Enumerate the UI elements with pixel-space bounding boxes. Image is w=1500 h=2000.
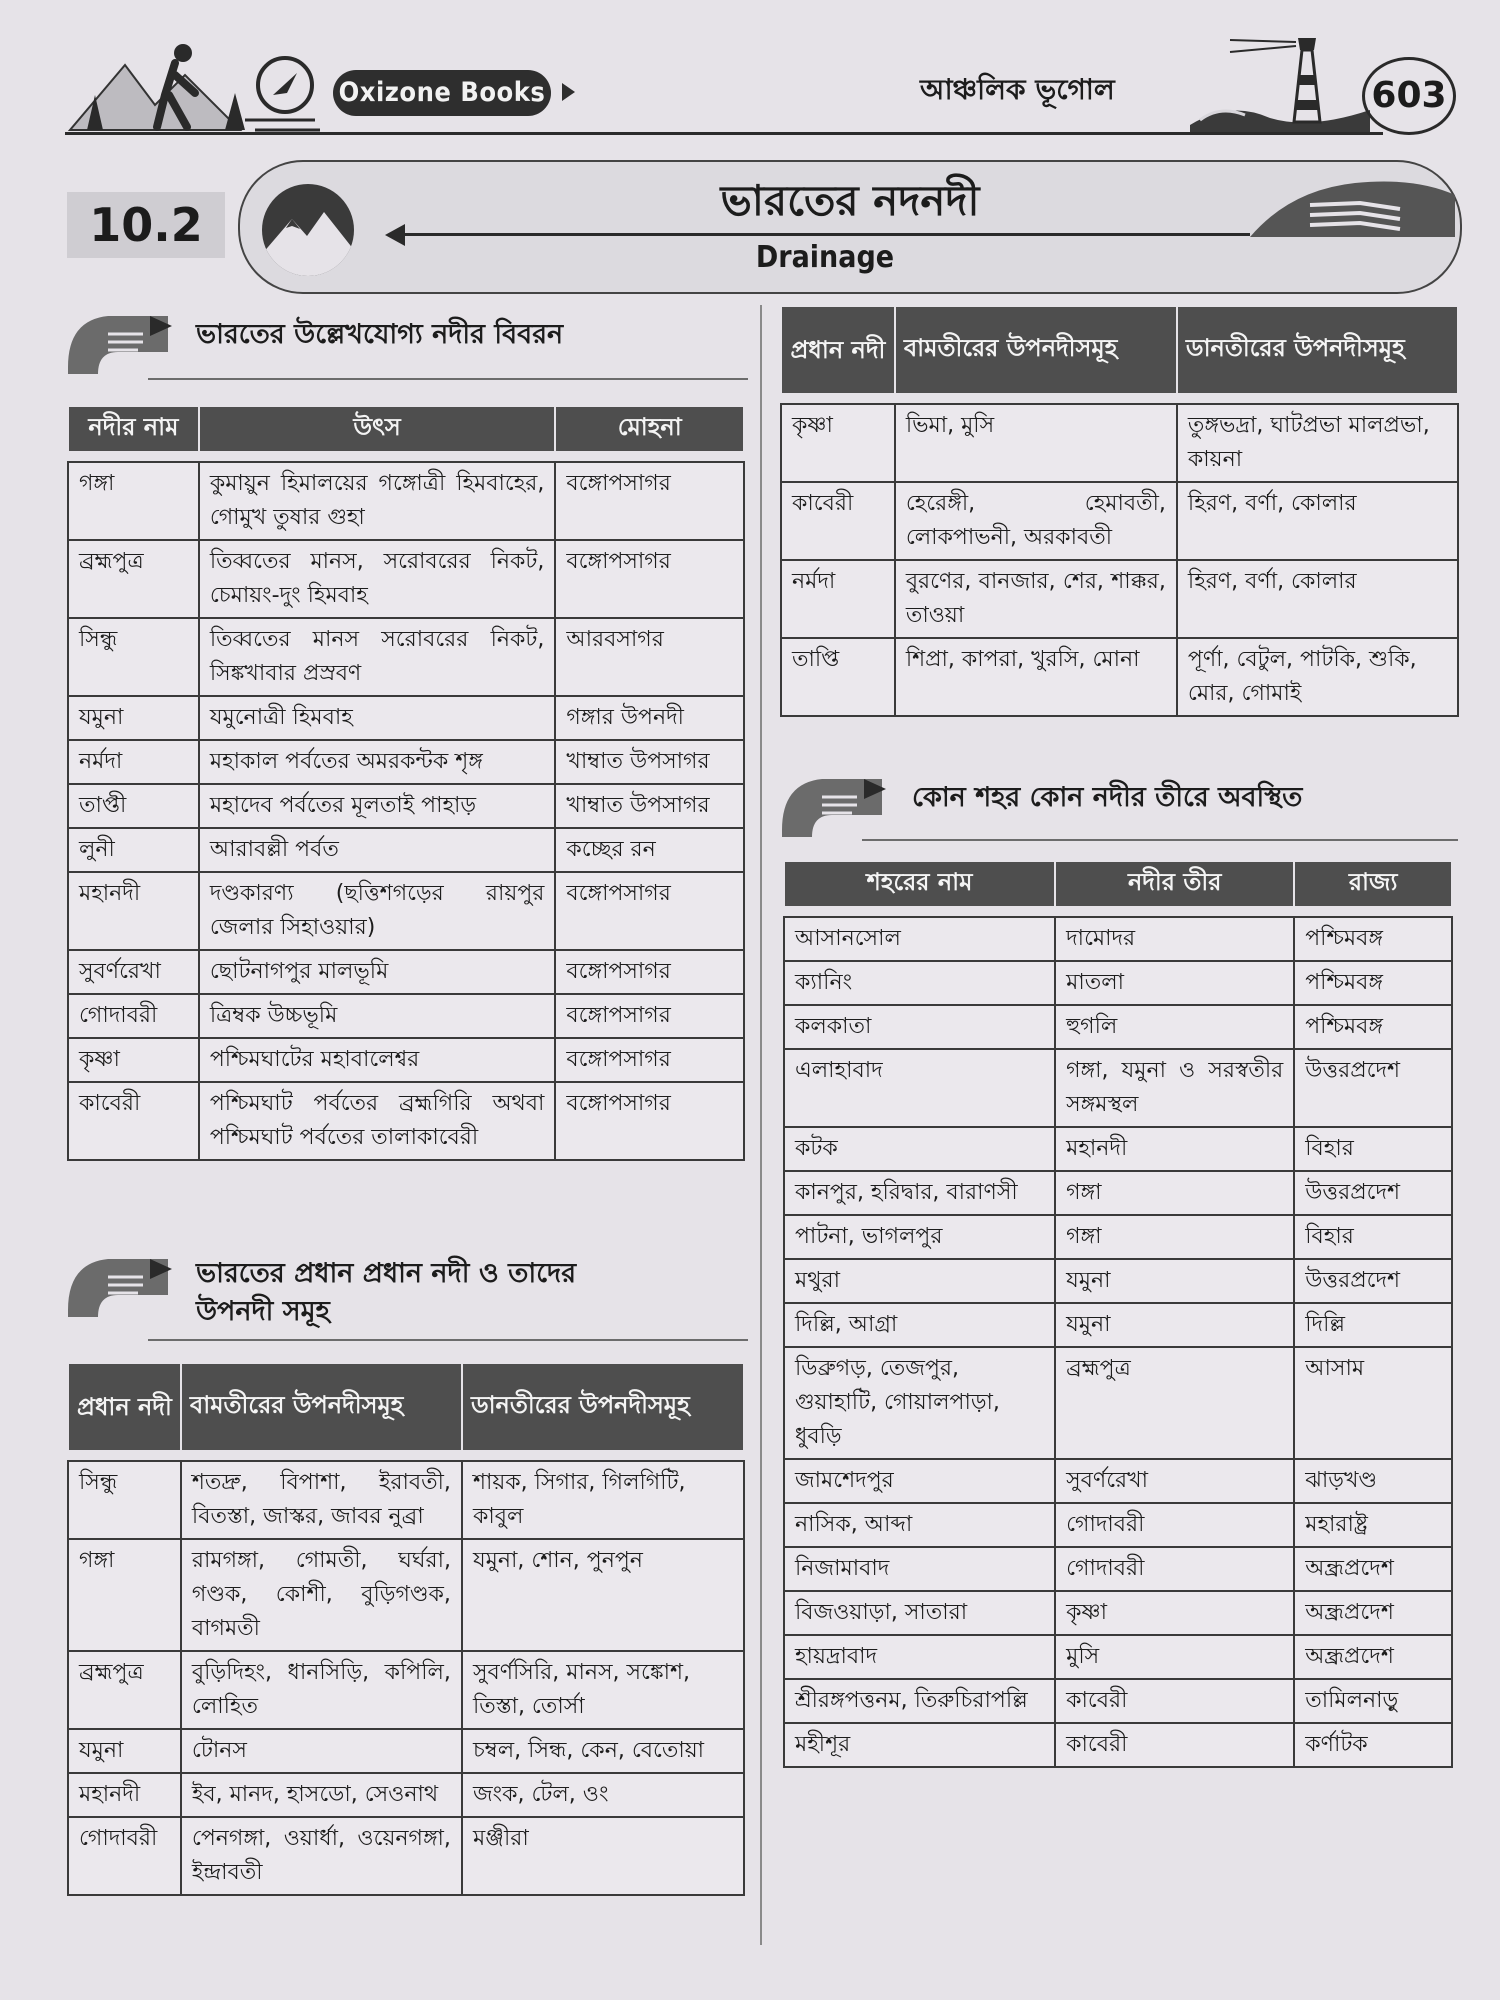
row-label-cell: কাবেরী xyxy=(781,482,895,560)
table-cell: আরাবল্লী পর্বত xyxy=(199,828,556,872)
row-label-cell: নাসিক, আব্দা xyxy=(784,1503,1055,1547)
table-cell: শতদ্রু, বিপাশা, ইরাবতী, বিতস্তা, জাস্কর, জাবর নুব্রা xyxy=(181,1461,462,1539)
column-header: ডানতীরের উপনদীসমূহ xyxy=(462,1363,744,1451)
column-header: প্রধান নদী xyxy=(68,1363,181,1451)
column-divider xyxy=(760,305,762,1945)
table-header-row xyxy=(784,861,1452,907)
row-label-cell: এলাহাবাদ xyxy=(784,1049,1055,1127)
row-label-cell: শ্রীরঙ্গপত্তনম, তিরুচিরাপল্লি xyxy=(784,1679,1055,1723)
header-rule xyxy=(65,132,1383,135)
row-label-cell: কৃষ্ণা xyxy=(68,1038,199,1082)
table-row xyxy=(784,1171,1452,1215)
row-label-cell: নর্মদা xyxy=(68,740,199,784)
table-cell: কাবেরী xyxy=(1055,1723,1294,1767)
table-cell: বঙ্গোপসাগর xyxy=(555,994,744,1038)
table-cell: বঙ্গোপসাগর xyxy=(555,1038,744,1082)
table-row xyxy=(68,1539,744,1651)
table-row xyxy=(784,917,1452,961)
table-cell: মহারাষ্ট্র xyxy=(1294,1503,1452,1547)
table-row xyxy=(784,1635,1452,1679)
table-row xyxy=(784,1215,1452,1259)
table-cell: কর্ণাটক xyxy=(1294,1723,1452,1767)
table-row xyxy=(68,828,744,872)
table-cell: হিরণ, বর্ণা, কোলার xyxy=(1177,482,1458,560)
table-row xyxy=(68,994,744,1038)
table-row xyxy=(68,872,744,950)
table-header-row xyxy=(68,1363,744,1451)
table-cell: বঙ্গোপসাগর xyxy=(555,950,744,994)
table-cell: যমুনা, শোন, পুনপুন xyxy=(462,1539,744,1651)
table-cell: হুগলি xyxy=(1055,1005,1294,1049)
row-label-cell: সুবর্ণরেখা xyxy=(68,950,199,994)
table-cell: অন্ধ্রপ্রদেশ xyxy=(1294,1547,1452,1591)
table-cell: গঙ্গা xyxy=(1055,1215,1294,1259)
table-cell: তিব্বতের মানস, সরোবরের নিকট, চেমায়ং-দুং হিমবাহ xyxy=(199,540,556,618)
column-header: বামতীরের উপনদীসমূহ xyxy=(895,306,1177,394)
row-label-cell: আসানসোল xyxy=(784,917,1055,961)
table-row xyxy=(68,1817,744,1895)
table-row xyxy=(784,1591,1452,1635)
table-cell: কৃষ্ণা xyxy=(1055,1591,1294,1635)
table-row xyxy=(781,560,1458,638)
section-title: কোন শহর কোন নদীর তীরে অবস্থিত xyxy=(912,782,1303,813)
table-row xyxy=(68,784,744,828)
table-cell: হিরণ, বর্ণা, কোলার xyxy=(1177,560,1458,638)
row-label-cell: কানপুর, হরিদ্বার, বারাণসী xyxy=(784,1171,1055,1215)
mountain-icon xyxy=(262,184,354,276)
table-row xyxy=(784,1259,1452,1303)
section-rule xyxy=(148,378,748,380)
table-row xyxy=(68,950,744,994)
table-row xyxy=(784,1503,1452,1547)
table-cell: কুমায়ুন হিমালয়ের গঙ্গোত্রী হিমবাহের, গোমুখ তুষার গুহা xyxy=(199,462,556,540)
table-cell: পশ্চিমবঙ্গ xyxy=(1294,1005,1452,1049)
row-label-cell: ডিব্রুগড়, তেজপুর, গুয়াহাটি, গোয়ালপাড়া, ধুবড়ি xyxy=(784,1347,1055,1459)
table-cell: খাম্বাত উপসাগর xyxy=(555,740,744,784)
row-label-cell: লুনী xyxy=(68,828,199,872)
table-cell: ত্রিম্বক উচ্চভূমি xyxy=(199,994,556,1038)
table-cell: পশ্চিমবঙ্গ xyxy=(1294,917,1452,961)
table-row xyxy=(68,618,744,696)
table-cell: গঙ্গা xyxy=(1055,1171,1294,1215)
table-cell: গঙ্গা, যমুনা ও সরস্বতীর সঙ্গমস্থল xyxy=(1055,1049,1294,1127)
table-row xyxy=(781,404,1458,482)
table-cell: কাবেরী xyxy=(1055,1679,1294,1723)
table-cell: মুসি xyxy=(1055,1635,1294,1679)
table-cell: যমুনা xyxy=(1055,1303,1294,1347)
table-cell: গঙ্গার উপনদী xyxy=(555,696,744,740)
row-label-cell: দিল্লি, আগ্রা xyxy=(784,1303,1055,1347)
table-row xyxy=(784,1679,1452,1723)
section-heading-tributaries xyxy=(68,1255,748,1345)
table-cell: বুড়িদিহং, ধানসিড়ি, কপিলি, লোহিত xyxy=(181,1651,462,1729)
row-label-cell: গোদাবরী xyxy=(68,1817,181,1895)
table-cell: মহাদেব পর্বতের মূলতাই পাহাড় xyxy=(199,784,556,828)
table-cell: মহাকাল পর্বতের অমরকন্টক শৃঙ্গ xyxy=(199,740,556,784)
table-cell: যমুনোত্রী হিমবাহ xyxy=(199,696,556,740)
table-row xyxy=(68,740,744,784)
row-label-cell: নর্মদা xyxy=(781,560,895,638)
table-row xyxy=(781,482,1458,560)
table-cell: অন্ধ্রপ্রদেশ xyxy=(1294,1591,1452,1635)
table-cell: তিব্বতের মানস সরোবরের নিকট, সিঙ্কখাবার প্রস্রবণ xyxy=(199,618,556,696)
table-row xyxy=(784,1049,1452,1127)
row-label-cell: ক্যানিং xyxy=(784,961,1055,1005)
page-number: 603 xyxy=(1362,57,1456,135)
row-label-cell: মহানদী xyxy=(68,872,199,950)
table-cell: বঙ্গোপসাগর xyxy=(555,540,744,618)
table-cell: সুবর্ণসিরি, মানস, সঙ্কোশ, তিস্তা, তোর্সা xyxy=(462,1651,744,1729)
table-cell: পশ্চিমঘাটের মহাবালেশ্বর xyxy=(199,1038,556,1082)
table-row xyxy=(68,462,744,540)
table-cell: যমুনা xyxy=(1055,1259,1294,1303)
column-header: নদীর তীর xyxy=(1055,861,1294,907)
column-header: বামতীরের উপনদীসমূহ xyxy=(181,1363,462,1451)
notebook-pencil-icon xyxy=(68,312,173,374)
row-label-cell: যমুনা xyxy=(68,696,199,740)
brand-name: Oxizone Books xyxy=(333,70,551,116)
table-cell: জংক, টেল, ওং xyxy=(462,1773,744,1817)
table-row xyxy=(68,696,744,740)
table-row xyxy=(68,1082,744,1160)
table-row xyxy=(784,1303,1452,1347)
book-wave-icon xyxy=(1250,165,1460,265)
table-cell: উত্তরপ্রদেশ xyxy=(1294,1171,1452,1215)
table-cell: মাতলা xyxy=(1055,961,1294,1005)
row-label-cell: সিন্ধু xyxy=(68,1461,181,1539)
table-cell: ছোটনাগপুর মালভূমি xyxy=(199,950,556,994)
table-cell: গোদাবরী xyxy=(1055,1503,1294,1547)
table-cell: দামোদর xyxy=(1055,917,1294,961)
section-title-line-1: ভারতের প্রধান প্রধান নদী ও তাদের xyxy=(196,1258,577,1289)
table-cell: পশ্চিমঘাট পর্বতের ব্রহ্মগিরি অথবা পশ্চিমঘাট পর্বতের তালাকাবেরী xyxy=(199,1082,556,1160)
table-cell: তুঙ্গভদ্রা, ঘাটপ্রভা মালপ্রভা, কায়না xyxy=(1177,404,1458,482)
table-cell: ব্রহ্মপুত্র xyxy=(1055,1347,1294,1459)
table-row xyxy=(68,1773,744,1817)
table-cell: ইব, মানদ, হাসডো, সেওনাথ xyxy=(181,1773,462,1817)
row-label-cell: মথুরা xyxy=(784,1259,1055,1303)
table-cell: পূর্ণা, বেটুল, পাটকি, শুকি, মোর, গোমাই xyxy=(1177,638,1458,716)
row-label-cell: তাপ্তী xyxy=(68,784,199,828)
row-label-cell: মহানদী xyxy=(68,1773,181,1817)
row-label-cell: যমুনা xyxy=(68,1729,181,1773)
table-cell: পশ্চিমবঙ্গ xyxy=(1294,961,1452,1005)
table-cell: হেরেঙ্গী, হেমাবতী, লোকপাভনী, অরকাবতী xyxy=(895,482,1177,560)
row-label-cell: গঙ্গা xyxy=(68,462,199,540)
row-label-cell: মহীশূর xyxy=(784,1723,1055,1767)
section-heading-rivers xyxy=(68,312,748,382)
table-row xyxy=(784,1347,1452,1459)
row-label-cell: গোদাবরী xyxy=(68,994,199,1038)
table-cell: পেনগঙ্গা, ওয়ার্ধা, ওয়েনগঙ্গা, ইন্দ্রাবতী xyxy=(181,1817,462,1895)
column-header: শহরের নাম xyxy=(784,861,1055,907)
hiker-logo-icon xyxy=(65,35,325,133)
table-cell: মহানদী xyxy=(1055,1127,1294,1171)
table-cell: কচ্ছের রন xyxy=(555,828,744,872)
table-cell: বঙ্গোপসাগর xyxy=(555,462,744,540)
table-row xyxy=(68,1038,744,1082)
table-row xyxy=(784,1723,1452,1767)
chapter-title: ভারতের নদনদী xyxy=(720,176,980,225)
column-header: রাজ্য xyxy=(1294,861,1452,907)
subject-title: আঞ্চলিক ভূগোল xyxy=(920,73,1115,106)
table-cell: দণ্ডকারণ্য (ছত্তিশগড়ের রায়পুর জেলার সিহাওয়ার) xyxy=(199,872,556,950)
row-label-cell: ব্রহ্মপুত্র xyxy=(68,540,199,618)
row-label-cell: সিন্ধু xyxy=(68,618,199,696)
column-header: ডানতীরের উপনদীসমূহ xyxy=(1177,306,1458,394)
table-row xyxy=(68,1461,744,1539)
section-rule xyxy=(148,1339,748,1341)
table-cell: মঞ্জীরা xyxy=(462,1817,744,1895)
table-cell: বঙ্গোপসাগর xyxy=(555,872,744,950)
section-title-line-2: উপনদী সমূহ xyxy=(196,1296,330,1327)
section-heading-cities xyxy=(782,775,1462,845)
row-label-cell: কটক xyxy=(784,1127,1055,1171)
table-row xyxy=(68,1651,744,1729)
table-cell: উত্তরপ্রদেশ xyxy=(1294,1259,1452,1303)
row-label-cell: হায়দ্রাবাদ xyxy=(784,1635,1055,1679)
table-cell: ভিমা, মুসি xyxy=(895,404,1177,482)
row-label-cell: কাবেরী xyxy=(68,1082,199,1160)
table-cell: ঝাড়খণ্ড xyxy=(1294,1459,1452,1503)
row-label-cell: বিজওয়াড়া, সাতারা xyxy=(784,1591,1055,1635)
table-cell: বঙ্গোপসাগর xyxy=(555,1082,744,1160)
brand-arrow-icon xyxy=(562,83,575,101)
notebook-pencil-icon xyxy=(782,775,887,837)
column-header: মোহনা xyxy=(555,406,744,452)
table-row xyxy=(784,961,1452,1005)
row-label-cell: জামশেদপুর xyxy=(784,1459,1055,1503)
tributaries-table xyxy=(67,1362,745,1896)
row-label-cell: পাটনা, ভাগলপুর xyxy=(784,1215,1055,1259)
table-cell: অন্ধ্রপ্রদেশ xyxy=(1294,1635,1452,1679)
cities-table xyxy=(783,860,1453,1768)
table-header-row xyxy=(68,406,744,452)
table-cell: উত্তরপ্রদেশ xyxy=(1294,1049,1452,1127)
table-cell: চম্বল, সিন্ধ, কেন, বেতোয়া xyxy=(462,1729,744,1773)
chapter-number: 10.2 xyxy=(67,192,225,258)
table-cell: শিপ্রা, কাপরা, খুরসি, মোনা xyxy=(895,638,1177,716)
row-label-cell: কৃষ্ণা xyxy=(781,404,895,482)
section-title: ভারতের উল্লেখযোগ্য নদীর বিবরন xyxy=(196,319,564,350)
table-row xyxy=(68,1729,744,1773)
row-label-cell: নিজামাবাদ xyxy=(784,1547,1055,1591)
table-cell: গোদাবরী xyxy=(1055,1547,1294,1591)
row-label-cell: কলকাতা xyxy=(784,1005,1055,1049)
notebook-pencil-icon xyxy=(68,1255,173,1317)
table-row xyxy=(68,540,744,618)
tributaries-continued-table xyxy=(780,305,1459,717)
column-header: নদীর নাম xyxy=(68,406,199,452)
table-row xyxy=(784,1459,1452,1503)
table-cell: সুবর্ণরেখা xyxy=(1055,1459,1294,1503)
chapter-subtitle: Drainage xyxy=(755,240,895,275)
section-rule xyxy=(862,839,1458,841)
table-row xyxy=(784,1005,1452,1049)
table-cell: বিহার xyxy=(1294,1215,1452,1259)
rivers-table xyxy=(67,405,745,1161)
table-row xyxy=(784,1547,1452,1591)
table-cell: আসাম xyxy=(1294,1347,1452,1459)
lighthouse-icon xyxy=(1190,30,1370,132)
row-label-cell: তাপ্তি xyxy=(781,638,895,716)
column-header: প্রধান নদী xyxy=(781,306,895,394)
table-header-row xyxy=(781,306,1458,394)
table-row xyxy=(781,638,1458,716)
row-label-cell: ব্রহ্মপুত্র xyxy=(68,1651,181,1729)
table-cell: দিল্লি xyxy=(1294,1303,1452,1347)
row-label-cell: গঙ্গা xyxy=(68,1539,181,1651)
table-cell: বুরণের, বানজার, শের, শাক্কর, তাওয়া xyxy=(895,560,1177,638)
column-header: উৎস xyxy=(199,406,556,452)
table-cell: তামিলনাড়ু xyxy=(1294,1679,1452,1723)
table-cell: শায়ক, সিগার, গিলগিটি, কাবুল xyxy=(462,1461,744,1539)
table-row xyxy=(784,1127,1452,1171)
table-cell: খাম্বাত উপসাগর xyxy=(555,784,744,828)
table-cell: রামগঙ্গা, গোমতী, ঘর্ঘরা, গণ্ডক, কোশী, বুড়িগণ্ডক, বাগমতী xyxy=(181,1539,462,1651)
table-cell: বিহার xyxy=(1294,1127,1452,1171)
table-cell: টোনস xyxy=(181,1729,462,1773)
table-cell: আরবসাগর xyxy=(555,618,744,696)
